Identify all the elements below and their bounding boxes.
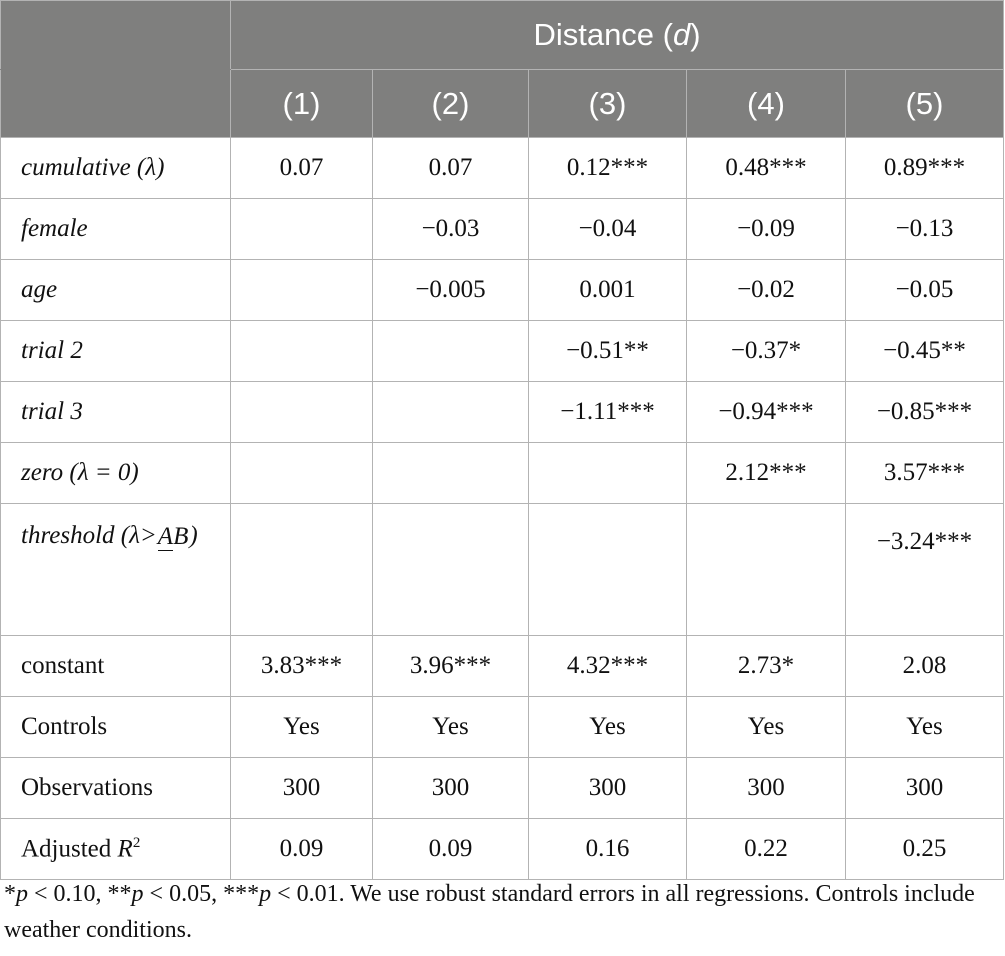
row-label: threshold (λ>AB) — [1, 504, 231, 636]
table-cell: 0.07 — [231, 138, 373, 199]
table-row-trial-3 — [1, 382, 1004, 443]
header-group-distance: Distance (d) — [231, 1, 1004, 70]
table-row-threshold — [1, 504, 1004, 636]
table-cell: −0.02 — [687, 260, 846, 321]
table-row-trial-2 — [1, 321, 1004, 382]
table-cell: 0.07 — [373, 138, 529, 199]
column-header-5: (5) — [846, 70, 1004, 138]
table-row-observations — [1, 758, 1004, 819]
table-cell: −0.05 — [846, 260, 1004, 321]
table-cell: −0.09 — [687, 199, 846, 260]
row-label: female — [1, 199, 231, 260]
table-cell — [231, 382, 373, 443]
table-cell: 2.12*** — [687, 443, 846, 504]
table-cell: −0.37* — [687, 321, 846, 382]
row-label: zero (λ = 0) — [1, 443, 231, 504]
table-row-adjusted-r2 — [1, 819, 1004, 880]
table-cell: −0.04 — [529, 199, 687, 260]
fraction: AB — [157, 523, 189, 551]
table-cell — [529, 443, 687, 504]
table-cell — [231, 504, 373, 636]
table-cell: 0.001 — [529, 260, 687, 321]
table-row-constant — [1, 636, 1004, 697]
row-label: trial 2 — [1, 321, 231, 382]
table-cell: 3.83*** — [231, 636, 373, 697]
table-cell — [373, 443, 529, 504]
table-cell: 2.08 — [846, 636, 1004, 697]
table-cell: 0.22 — [687, 819, 846, 880]
header-corner-lower — [1, 70, 231, 138]
table-cell: Yes — [529, 697, 687, 758]
table-cell: 300 — [529, 758, 687, 819]
table-cell: −1.11*** — [529, 382, 687, 443]
table-cell — [373, 504, 529, 636]
row-label: Controls — [1, 697, 231, 758]
table-cell: Yes — [846, 697, 1004, 758]
table-cell — [231, 199, 373, 260]
column-header-4: (4) — [687, 70, 846, 138]
table-cell: 300 — [373, 758, 529, 819]
table-cell: −0.51** — [529, 321, 687, 382]
table-cell — [231, 443, 373, 504]
table-footnote: *p < 0.10, **p < 0.05, ***p < 0.01. We use robust standard errors in all regressions. Controls include weather conditions. — [4, 881, 975, 943]
header-corner — [1, 1, 231, 70]
table-row-female — [1, 199, 1004, 260]
row-label: Observations — [1, 758, 231, 819]
table-cell: Yes — [687, 697, 846, 758]
table-cell: 300 — [687, 758, 846, 819]
column-header-3: (3) — [529, 70, 687, 138]
table-cell: Yes — [373, 697, 529, 758]
row-label: Adjusted $R^2$ — [1, 819, 231, 880]
table-cell — [373, 321, 529, 382]
column-header-2: (2) — [373, 70, 529, 138]
table-cell — [687, 504, 846, 636]
row-label: cumulative (λ) — [1, 138, 231, 199]
table-cell: 0.09 — [373, 819, 529, 880]
table-cell: −0.13 — [846, 199, 1004, 260]
table-cell — [529, 504, 687, 636]
row-label: trial 3 — [1, 382, 231, 443]
table-cell — [231, 260, 373, 321]
table-cell — [231, 321, 373, 382]
table-cell: −0.03 — [373, 199, 529, 260]
table-row-age — [1, 260, 1004, 321]
row-label: age — [1, 260, 231, 321]
table-cell: 0.89*** — [846, 138, 1004, 199]
table-cell: −3.24*** — [846, 504, 1004, 636]
table-row-cumulative — [1, 138, 1004, 199]
table-cell: 0.09 — [231, 819, 373, 880]
row-label: constant — [1, 636, 231, 697]
table-cell: Yes — [231, 697, 373, 758]
table-cell: 2.73* — [687, 636, 846, 697]
table-cell: 0.12*** — [529, 138, 687, 199]
table-cell — [373, 382, 529, 443]
table-cell: −0.45** — [846, 321, 1004, 382]
table-cell: 0.25 — [846, 819, 1004, 880]
table-cell: 3.96*** — [373, 636, 529, 697]
table-cell: 0.48*** — [687, 138, 846, 199]
table-cell: −0.85*** — [846, 382, 1004, 443]
table-cell: −0.005 — [373, 260, 529, 321]
table-row-controls — [1, 697, 1004, 758]
column-header-1: (1) — [231, 70, 373, 138]
table-row-zero — [1, 443, 1004, 504]
table-cell: 300 — [231, 758, 373, 819]
table-cell: 300 — [846, 758, 1004, 819]
table-cell: 0.16 — [529, 819, 687, 880]
table-cell: 4.32*** — [529, 636, 687, 697]
table-cell: −0.94*** — [687, 382, 846, 443]
table-cell: 3.57*** — [846, 443, 1004, 504]
